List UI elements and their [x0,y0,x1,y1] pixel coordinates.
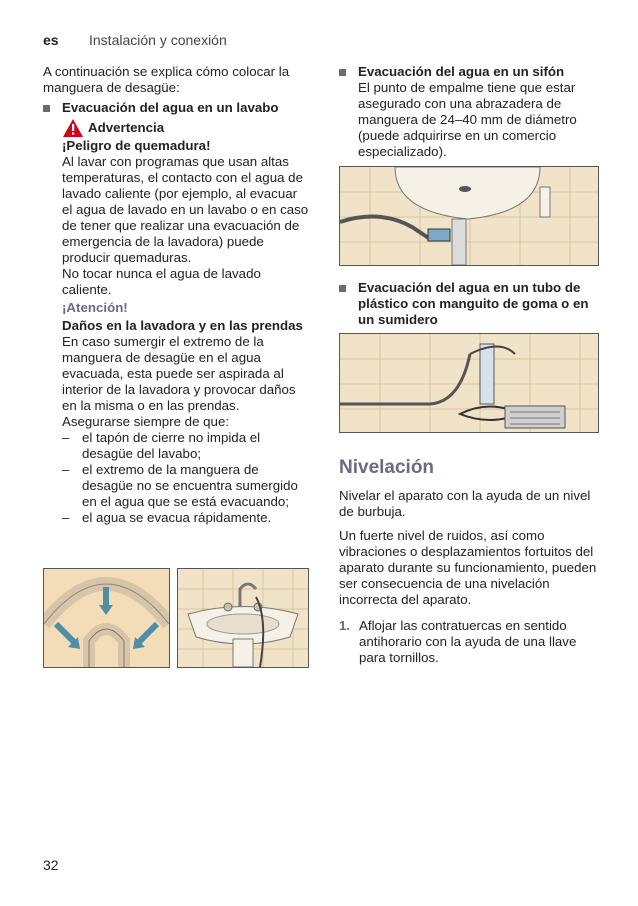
sifon-illustration [340,167,598,265]
dash-symbol: – [62,510,70,525]
danos-text: En caso sumergir el extremo de la manguera de desagüe en el agua evacuada, esta puede ser aspirada al interior de la lavadora y provocar daños en la misma o en las prendas. [62,334,296,413]
nivelacion-paragraph-1: Nivelar el aparato con la ayuda de un nivel de burbuja. [339,488,591,519]
dash-symbol: – [62,462,70,477]
item-sumidero-title: Evacuación del agua en un tubo de plástico con manguito de goma o en un sumidero [358,280,589,327]
no-tocar-text: No tocar nunca el agua de lavado caliente. [62,266,261,297]
list-item-text: el extremo de la manguera de desagüe no se encuentra sumergido en el agua que se está evacuando; [82,462,298,509]
figure-hose-bend [43,568,170,668]
bullet-square-icon [339,69,346,76]
figure-lavabo [177,568,309,668]
step-number: 1. [339,618,351,633]
intro-text: A continuación se explica cómo colocar la manguera de desagüe: [43,64,290,95]
dash-symbol: – [62,430,70,445]
bullet-item-sifon [339,64,597,80]
right-column-item3 [339,280,597,328]
item-sifon-title: Evacuación del agua en un sifón [358,64,565,79]
step-text: Aflojar las contratuercas en sentido antihorario con la ayuda de una llave para tornillos. [359,618,577,665]
nivelacion-paragraph-2: Un fuerte nivel de ruidos, así como vibraciones o desplazamientos fortuitos del aparato durante su funcionamiento, pueden ser consecuencia de una nivelación incorrecta del aparato. [339,528,597,607]
nivelacion-section [339,488,597,666]
figure-sifon [339,166,599,266]
peligro-heading: ¡Peligro de quemadura! [62,138,211,153]
left-column [43,64,311,526]
list-item [62,430,311,462]
atencion-label: ¡Atención! [62,300,128,315]
bullet-square-icon [43,105,50,112]
hose-bend-illustration [44,569,169,667]
section-title: Instalación y conexión [89,32,227,48]
item-lavabo-title: Evacuación del agua en un lavabo [62,100,279,115]
page-number: 32 [43,857,59,873]
danos-heading: Daños en la lavadora y en las prendas [62,318,303,333]
peligro-text: Al lavar con programas que usan altas temperaturas, el contacto con el agua de lavado caliente (por ejemplo, al evacuar el agua de lavado en un lavabo o en caso de tener que realizar una evacuación de emergencia de la lavadora) puede producir quemaduras. [62,154,309,265]
step-item [339,618,597,666]
advertencia-label: Advertencia [88,120,165,135]
list-item [62,462,311,510]
figure-sumidero [339,333,599,433]
bullet-item-lavabo [43,100,311,116]
list-item-text: el tapón de cierre no impida el desagüe del lavabo; [82,430,261,461]
list-item-text: el agua se evacua rápidamente. [82,510,272,525]
asegurarse-text: Asegurarse siempre de que: [62,414,230,429]
bullet-square-icon [339,285,346,292]
item-sifon-text: El punto de empalme tiene que estar asegurado con una abrazadera de manguera de 24–40 mm de diámetro (puede adquirirse en un comercio especializado). [358,80,577,159]
warning-triangle-icon [62,118,84,138]
sumidero-illustration [340,334,598,432]
language-code: es [43,32,59,48]
warning-heading [62,118,311,138]
bullet-item-sumidero [339,280,597,328]
list-item [62,510,311,526]
nivelacion-heading: Nivelación [339,457,435,478]
right-column [339,64,597,160]
lavabo-illustration [178,569,308,667]
